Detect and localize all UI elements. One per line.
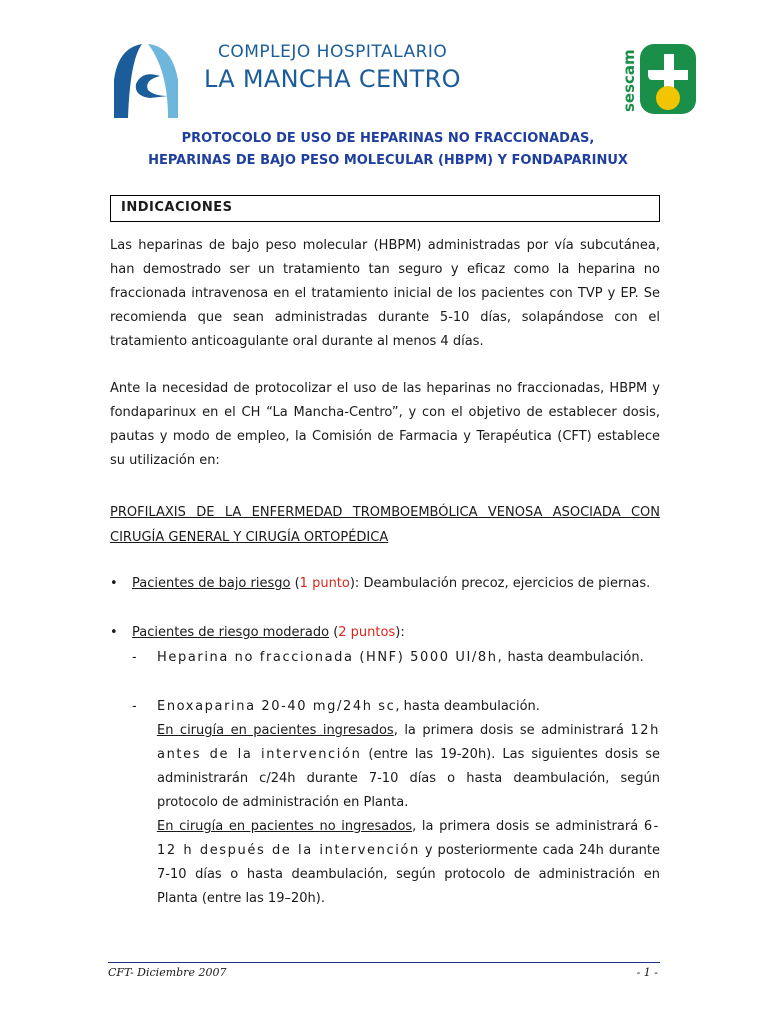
bullet-moderate-risk-label: Pacientes de riesgo moderado — [132, 625, 330, 640]
bullet-low-risk-text — [132, 572, 660, 596]
indicaciones-heading: INDICACIONES — [121, 200, 233, 215]
bullet-moderate-risk-points: 2 puntos — [338, 625, 396, 640]
no-ingresados-b: y posteriormente cada 24h durante 7-10 días o hasta deambulación, según protocolo de administración en Planta (entre las 19–20h). — [157, 843, 660, 906]
enoxaparina-no-ingresados — [157, 815, 660, 911]
paragraph-1: Las heparinas de bajo peso molecular (HBPM) administradas por vía subcutánea, han demostrado ser un tratamiento tan seguro y eficaz como la heparina no fraccionada intravenosa en el tratamiento inicial de los pacientes con TVP y EP. Se recomienda que sean administradas durante 5-10 días, solapándose con el tratamiento anticoagulante oral durante al menos 4 días. — [110, 238, 660, 349]
bullet-dot-icon: • — [110, 576, 118, 591]
subitem-enoxaparina-text — [157, 695, 660, 911]
page-number: - 1 - — [636, 966, 658, 979]
indicaciones-heading-box — [110, 195, 660, 222]
title-line1: PROTOCOLO DE USO DE HEPARINAS NO FRACCIONADAS, — [181, 131, 595, 146]
ingresados-b: (entre las 19-20h). Las siguientes dosis se administrarán c/24h durante 7-10 días o hasta deambulación, según protocolo de administración en Planta. — [157, 747, 661, 810]
enoxaparina-drug: Enoxaparina 20-40 mg/24h sc — [157, 699, 396, 714]
sescam-logo-text: sescam — [620, 49, 638, 112]
title-line2: HEPARINAS DE BAJO PESO MOLECULAR (HBPM) Y FONDAPARINUX — [148, 153, 628, 168]
footer-left-text: CFT- Diciembre 2007 — [108, 966, 227, 979]
section-heading: PROFILAXIS DE LA ENFERMEDAD TROMBOEMBÓLICA VENOSA ASOCIADA CON CIRUGÍA GENERAL Y CIRUGÍA ORTOPÉDICA — [110, 505, 660, 545]
hospital-logo-icon — [108, 40, 198, 120]
bullet-low-risk-label: Pacientes de bajo riesgo — [132, 576, 291, 591]
document-title — [108, 128, 668, 172]
bullet-moderate-risk-rest: ): — [395, 625, 405, 640]
bullet-low-risk-rest: ): Deambulación precoz, ejercicios de piernas. — [349, 576, 651, 591]
enoxaparina-dose-line — [157, 695, 660, 719]
hospital-name-line1: COMPLEJO HOSPITALARIO — [218, 42, 448, 62]
bullet-moderate-risk-text — [132, 621, 660, 645]
no-ingresados-a: , la primera dosis se administrará — [412, 819, 644, 834]
bullet-low-risk-points: 1 punto — [299, 576, 350, 591]
ingresados-bold: 12h antes de la intervención — [157, 723, 660, 762]
ingresados-label: En cirugía en pacientes ingresados — [157, 723, 394, 738]
subitem-hnf-text — [157, 646, 660, 670]
subitem-hnf-drug: Heparina no fraccionada (HNF) 5000 UI/8h, — [157, 650, 504, 665]
bullet-low-risk-open: ( — [290, 576, 300, 591]
no-ingresados-label: En cirugía en pacientes no ingresados — [157, 819, 413, 834]
subitem-hnf-rest: hasta deambulación. — [503, 650, 644, 665]
bullet-moderate-risk-open: ( — [329, 625, 339, 640]
hospital-name-line2: LA MANCHA CENTRO — [204, 65, 461, 93]
enoxaparina-rest: , hasta deambulación. — [395, 699, 540, 714]
sescam-logo — [618, 40, 698, 120]
dash-marker: - — [132, 699, 137, 714]
dash-marker: - — [132, 650, 137, 665]
paragraph-2: Ante la necesidad de protocolizar el uso de las heparinas no fraccionadas, HBPM y fondaparinux en el CH “La Mancha-Centro”, y con el objetivo de establecer dosis, pautas y modo de empleo, la Comisión de Farmacia y Terapéutica (CFT) establece su utilización en: — [110, 381, 660, 468]
footer-divider — [108, 962, 660, 963]
ingresados-a: , la primera dosis se administrará — [393, 723, 631, 738]
page-header — [108, 40, 692, 120]
no-ingresados-bold: 6-12 h después de la intervención — [157, 819, 660, 858]
bullet-dot-icon: • — [110, 625, 118, 640]
enoxaparina-ingresados — [157, 719, 660, 815]
